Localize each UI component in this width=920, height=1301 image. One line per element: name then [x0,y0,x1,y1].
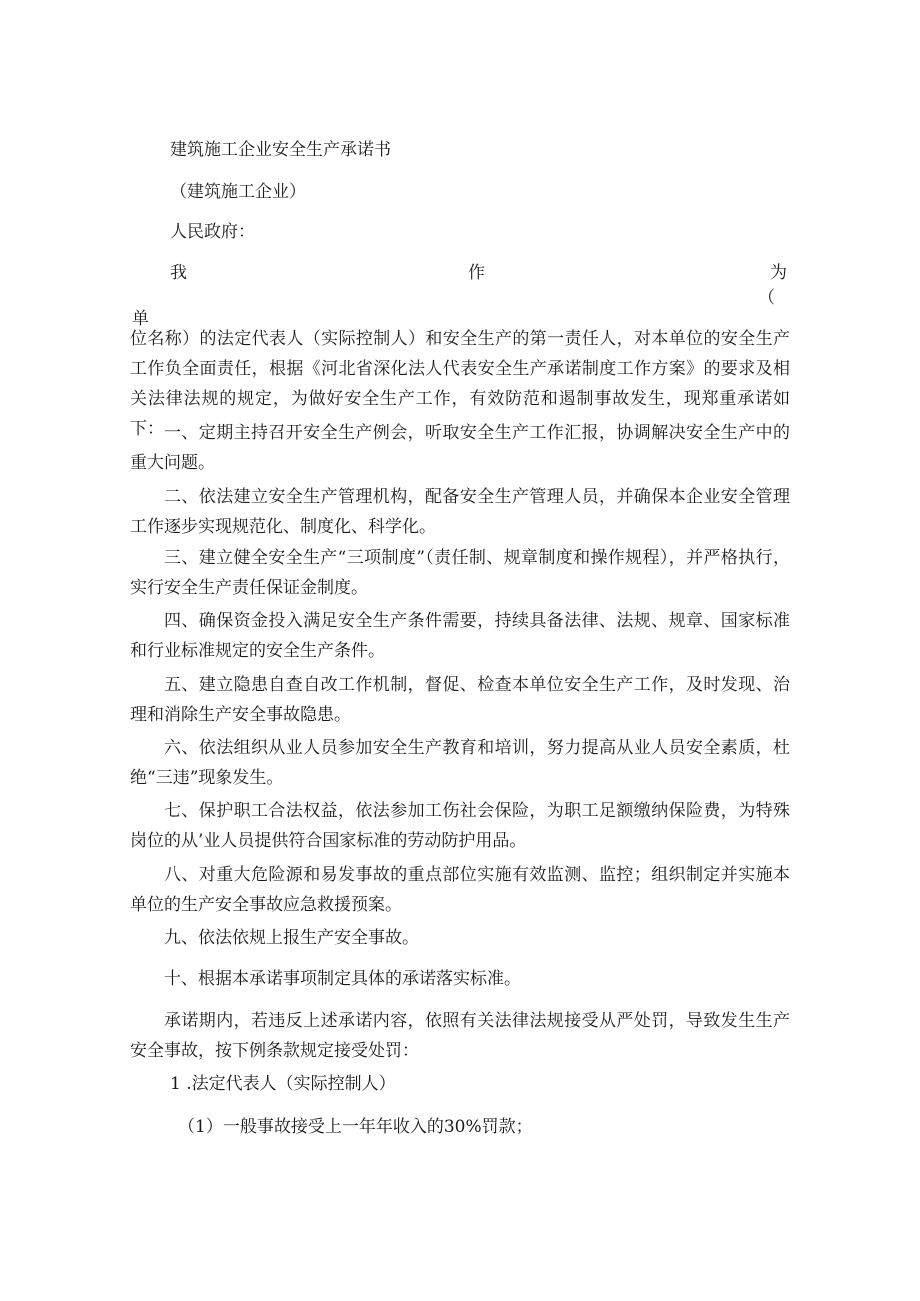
item-6-text: 六、依法组织从业人员参加安全生产教育和培训，努力提高从业人员安全素质，杜绝“三违”现象发生。 [130,738,790,788]
item-5-text: 五、建立隐患自查自改工作机制，督促、检查本单位安全生产工作，及时发现、治理和消除生产安全事故隐患。 [130,675,790,725]
item-4-text: 四、确保资金投入满足安全生产条件需要，持续具备法律、法规、规章、国家标准和行业标准规定的安全生产条件。 [130,611,790,661]
intro-word-1: 我 [170,263,187,283]
item-3-text: 三、建立健全安全生产“三项制度”（责任制、规章制度和操作规程），并严格执行，实行安全生产责任保证金制度。 [130,548,790,598]
intro-word-4: （ [758,288,775,308]
item-1 [130,418,790,478]
clause-1: 1 .法定代表人（实际控制人） [170,1074,396,1094]
item-5 [130,670,790,730]
item-2 [130,482,790,542]
intro-text: 位名称）的法定代表人（实际控制人）和安全生产的第一责任人，对本单位的安全生产工作负全面责任，根据《河北省深化法人代表安全生产承诺制度工作方案》的要求及相关法律法规的规定，为做好安全生产工作，有效防范和遏制事故发生，现郑重承诺如下： [130,329,790,439]
intro-word-3: 为 [770,263,787,283]
clause-1-1: （1）一般事故接受上一年年收入的30%罚款； [178,1117,533,1137]
item-9 [130,923,790,953]
item-4 [130,606,790,666]
item-9-text: 九、依法依规上报生产安全事故。 [164,928,419,948]
addressee: 人民政府： [170,222,255,242]
item-8 [130,860,790,920]
document-subtitle: （建筑施工企业） [170,182,306,202]
item-10-text: 十、根据本承诺事项制定具体的承诺落实标准。 [164,969,521,989]
item-6 [130,733,790,793]
intro-word-2: 作 [468,263,485,283]
penalty-intro [130,1006,790,1066]
item-8-text: 八、对重大危险源和易发事故的重点部位实施有效监测、监控；组织制定并实施本单位的生产安全事故应急救援预案。 [130,865,790,915]
item-10 [130,964,790,994]
item-2-text: 二、依法建立安全生产管理机构，配备安全生产管理人员，并确保本企业安全管理工作逐步实现规范化、制度化、科学化。 [130,487,790,537]
item-3 [130,543,790,603]
intro-word-5: 单 [132,309,149,329]
item-1-text: 一、定期主持召开安全生产例会，听取安全生产工作汇报，协调解决安全生产中的重大问题。 [130,423,790,473]
document-title: 建筑施工企业安全生产承诺书 [170,140,391,160]
item-7 [130,796,790,856]
item-7-text: 七、保护职工合法权益，依法参加工伤社会保险，为职工足额缴纳保险费，为特殊岗位的从’业人员提供符合国家标准的劳动防护用品。 [130,801,790,851]
penalty-intro-text: 承诺期内，若违反上述承诺内容，依照有关法律法规接受从严处罚，导致发生生产安全事故，按下例条款规定接受处罚： [130,1011,790,1061]
